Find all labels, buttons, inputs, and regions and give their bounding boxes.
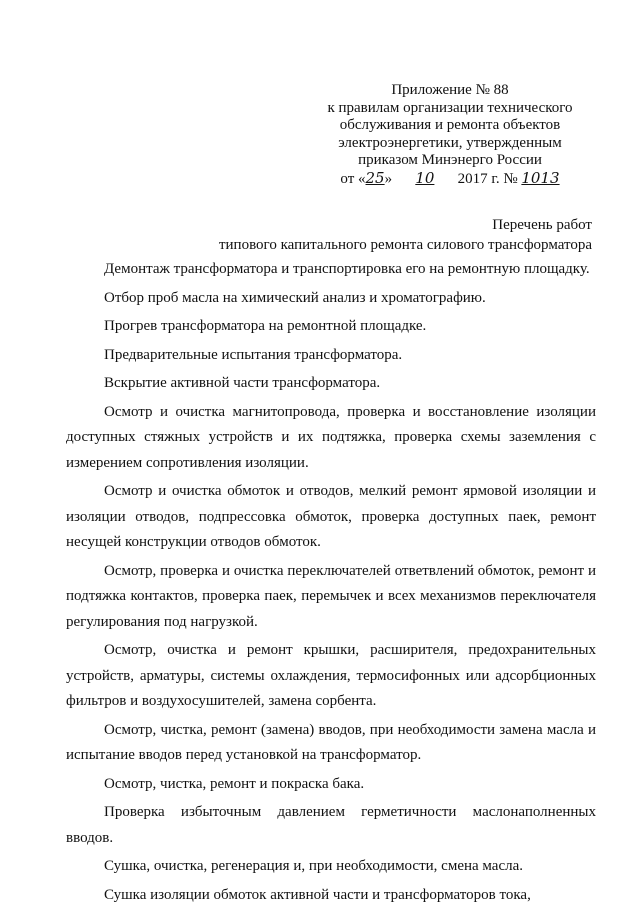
title-line-2: типового капитального ремонта силового трансформатора	[219, 235, 592, 255]
work-item: Осмотр и очистка магнитопровода, проверка и восстановление изоляции доступных стяжных устройств и их подтяжка, проверка схемы заземления с измерением сопротивления изоляции.	[66, 400, 596, 477]
date-mid: »	[385, 171, 396, 187]
work-item: Осмотр и очистка обмоток и отводов, мелкий ремонт ярмовой изоляции и изоляции отводов, подпрессовка обмоток, проверка доступных паек, ремонт несущей конструкции отводов обмоток.	[66, 479, 596, 556]
work-item: Сушка, очистка, регенерация и, при необходимости, смена масла.	[66, 854, 596, 880]
appendix-line-4: электроэнергетики, утвержденным	[300, 135, 600, 153]
date-month: 10	[396, 170, 454, 188]
appendix-line-3: обслуживания и ремонта объектов	[300, 117, 600, 135]
order-number: 1013	[521, 169, 559, 187]
work-item: Проверка избыточным давлением герметичности маслонаполненных вводов.	[66, 800, 596, 851]
date-day: 25	[366, 169, 385, 187]
work-list	[66, 257, 596, 908]
title-line-1: Перечень работ	[219, 215, 592, 235]
appendix-line-2: к правилам организации технического	[300, 100, 600, 118]
order-date-line	[300, 170, 600, 189]
work-item: Прогрев трансформатора на ремонтной площадке.	[66, 314, 596, 340]
work-item: Предварительные испытания трансформатора.	[66, 343, 596, 369]
work-item: Осмотр, проверка и очистка переключателей ответвлений обмоток, ремонт и подтяжка контактов, проверка паек, перемычек и всех механизмов переключателя регулирования под нагрузкой.	[66, 559, 596, 636]
work-item: Осмотр, чистка, ремонт и покраска бака.	[66, 772, 596, 798]
work-item: Осмотр, чистка, ремонт (замена) вводов, при необходимости замена масла и испытание вводов перед установкой на трансформатор.	[66, 718, 596, 769]
date-year: 2017 г. №	[454, 171, 522, 187]
work-item: Отбор проб масла на химический анализ и хроматографию.	[66, 286, 596, 312]
date-prefix: от «	[340, 171, 365, 187]
work-item: Сушка изоляции обмоток активной части и трансформаторов тока,	[66, 883, 596, 908]
work-item: Вскрытие активной части трансформатора.	[66, 371, 596, 397]
appendix-number: Приложение № 88	[300, 82, 600, 100]
work-item: Осмотр, очистка и ремонт крышки, расширителя, предохранительных устройств, арматуры, системы охлаждения, термосифонных или адсорбционных фильтров и воздухосушителей, замена сорбента.	[66, 638, 596, 715]
work-item: Демонтаж трансформатора и транспортировка его на ремонтную площадку.	[66, 257, 596, 283]
appendix-header	[300, 82, 600, 188]
appendix-line-5: приказом Минэнерго России	[300, 152, 600, 170]
document-title	[219, 215, 592, 255]
